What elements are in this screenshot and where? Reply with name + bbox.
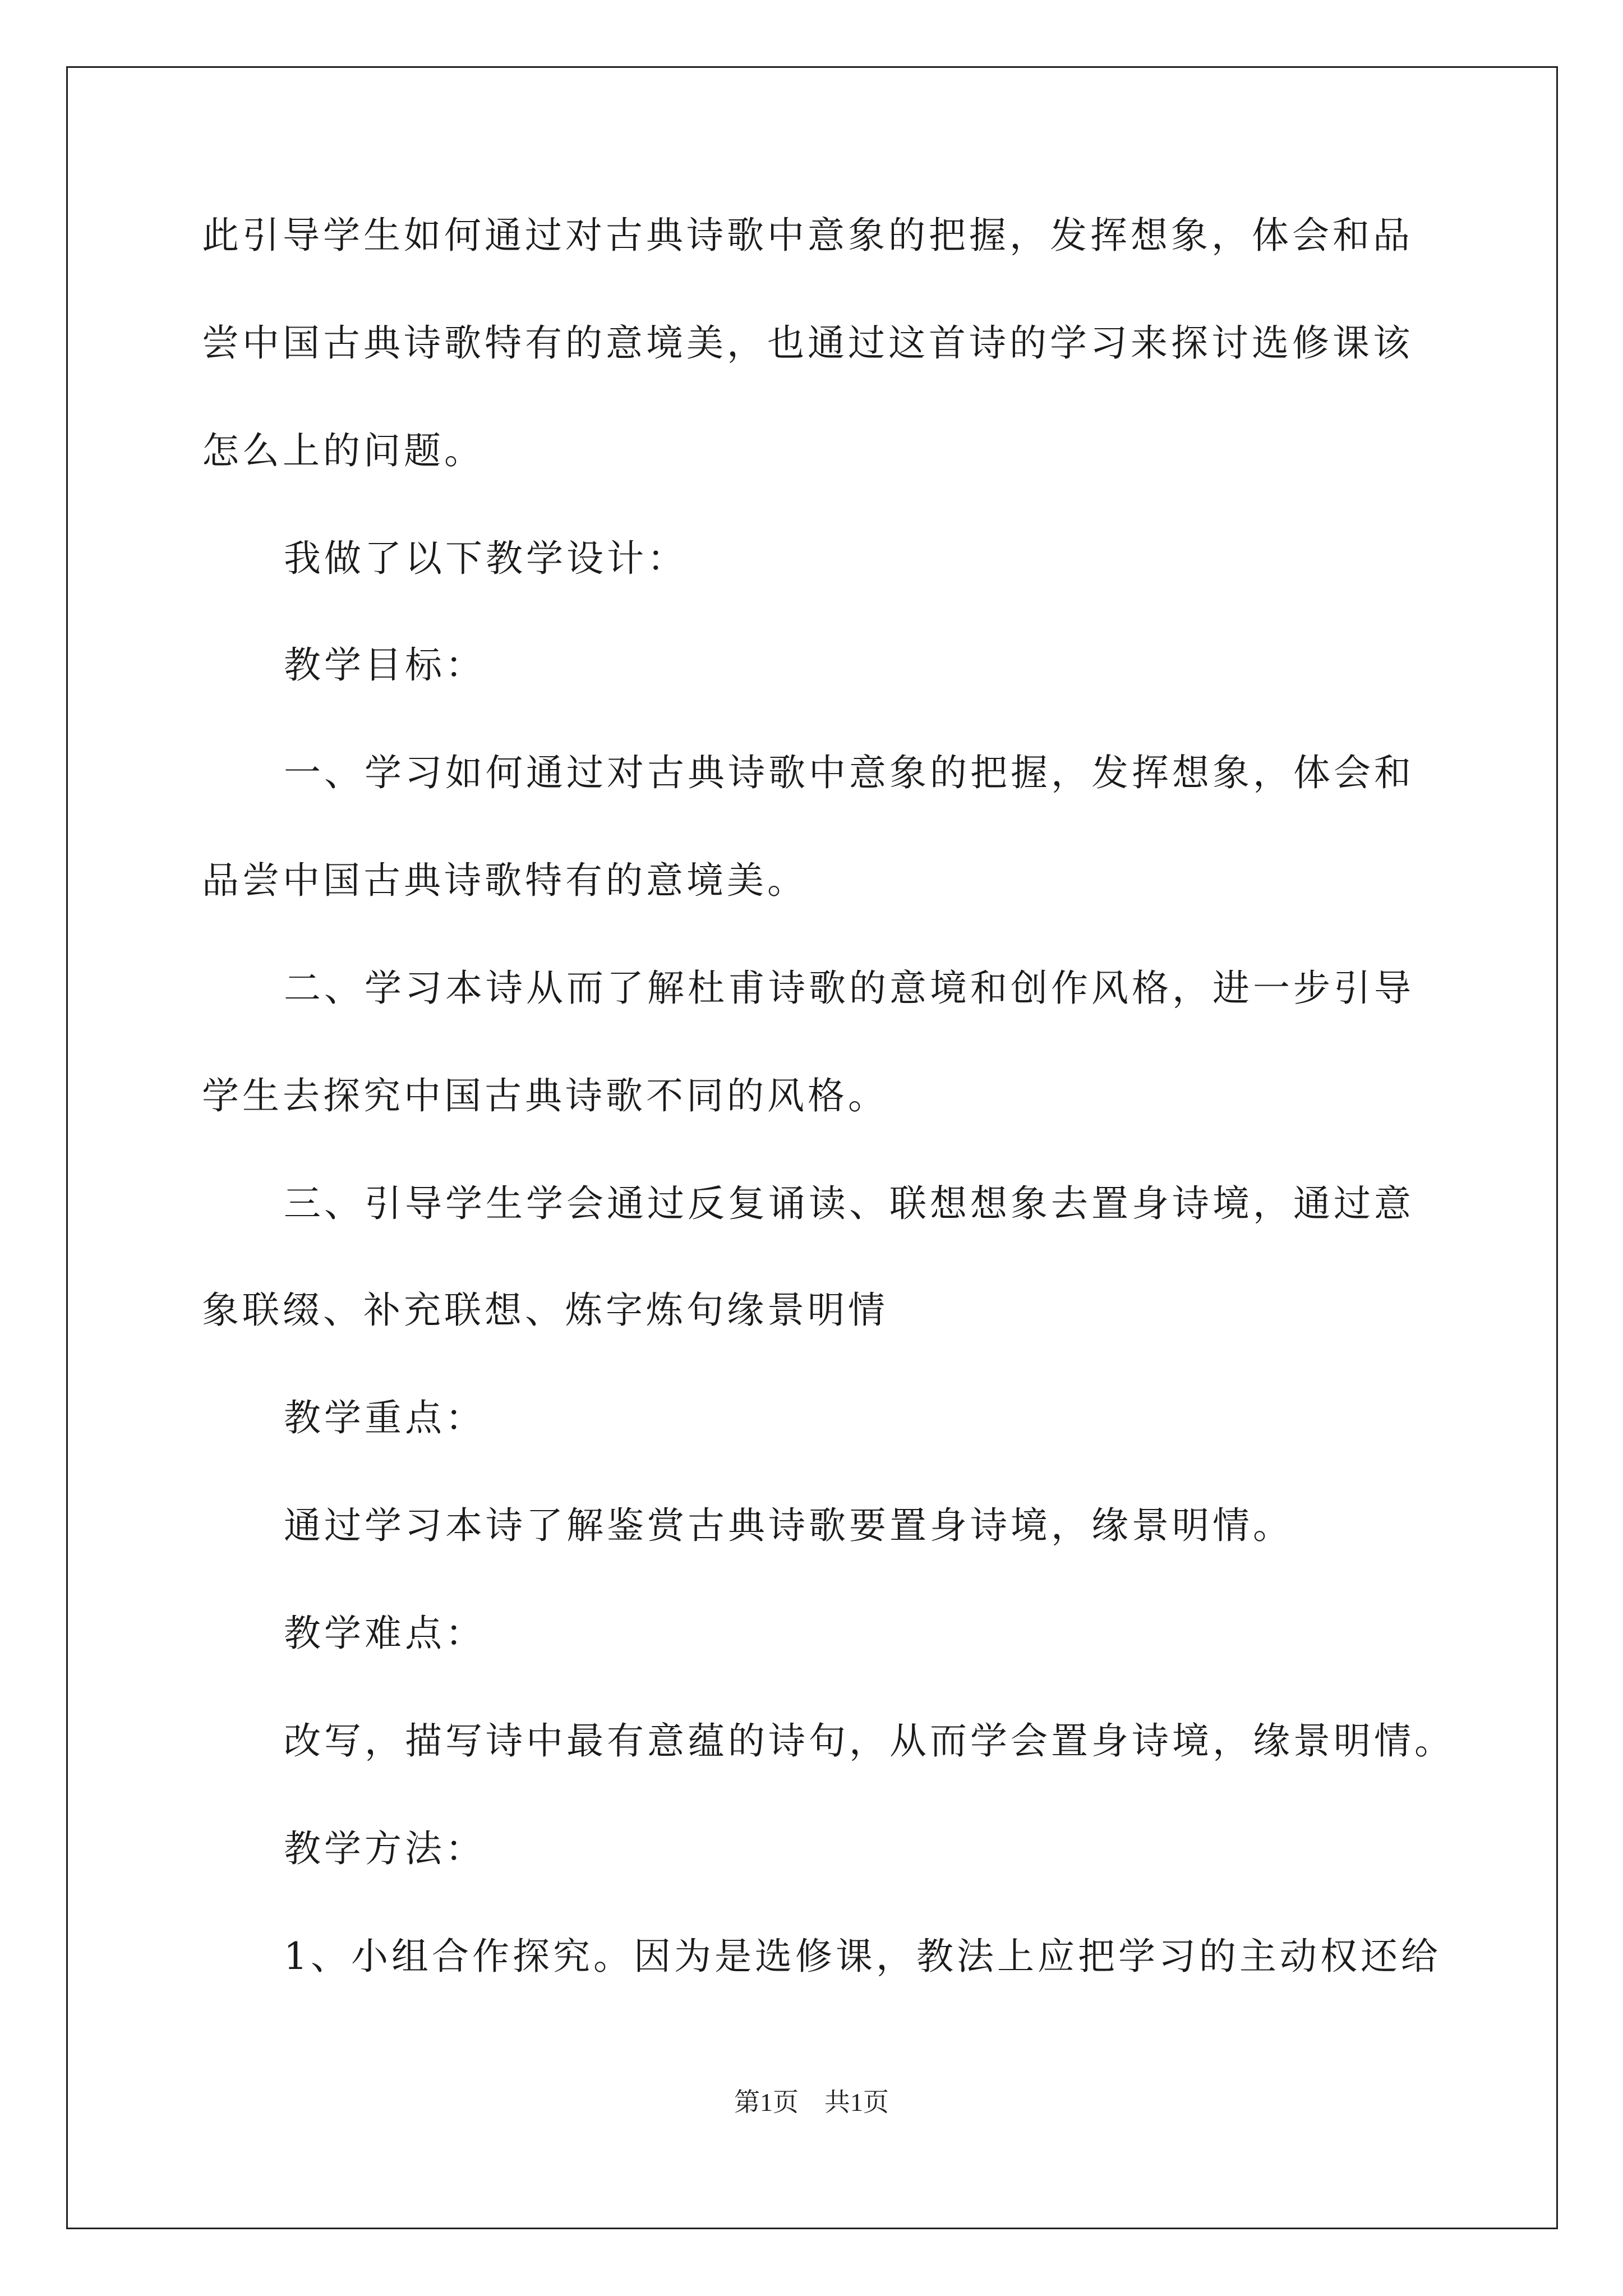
objective-line: 学生去探究中国古典诗歌不同的风格。: [202, 1074, 888, 1117]
key-points-heading: 教学重点：: [284, 1396, 486, 1439]
paragraph-line: 怎么上的问题。: [202, 429, 485, 472]
objective-line: 品尝中国古典诗歌特有的意境美。: [202, 859, 808, 902]
objectives-heading: 教学目标：: [284, 643, 486, 687]
difficulties-heading: 教学难点：: [284, 1612, 486, 1655]
methods-heading: 教学方法：: [284, 1827, 486, 1870]
difficulties-text: 改写，描写诗中最有意蕴的诗句，从而学会置身诗境，缘景明情。: [284, 1719, 1455, 1763]
method-item: 1、小组合作探究。因为是选修课，教法上应把学习的主动权还给: [284, 1935, 1441, 1978]
page-footer: 第1页 共1页: [734, 2088, 889, 2116]
objective-line: 一、学习如何通过对古典诗歌中意象的把握，发挥想象，体会和: [284, 751, 1414, 794]
key-points-text: 通过学习本诗了解鉴赏古典诗歌要置身诗境，缘景明情。: [284, 1504, 1293, 1547]
page-border: [66, 66, 1558, 2229]
paragraph-line: 此引导学生如何通过对古典诗歌中意象的把握，发挥想象，体会和品: [202, 214, 1413, 257]
objective-line: 三、引导学生学会通过反复诵读、联想想象去置身诗境，通过意: [284, 1182, 1414, 1225]
intro-text: 我做了以下教学设计：: [284, 537, 688, 580]
objective-line: 二、学习本诗从而了解杜甫诗歌的意境和创作风格，进一步引导: [284, 967, 1414, 1010]
paragraph-line: 尝中国古典诗歌特有的意境美，也通过这首诗的学习来探讨选修课该: [202, 321, 1413, 365]
objective-line: 象联缀、补充联想、炼字炼句缘景明情: [202, 1289, 888, 1332]
